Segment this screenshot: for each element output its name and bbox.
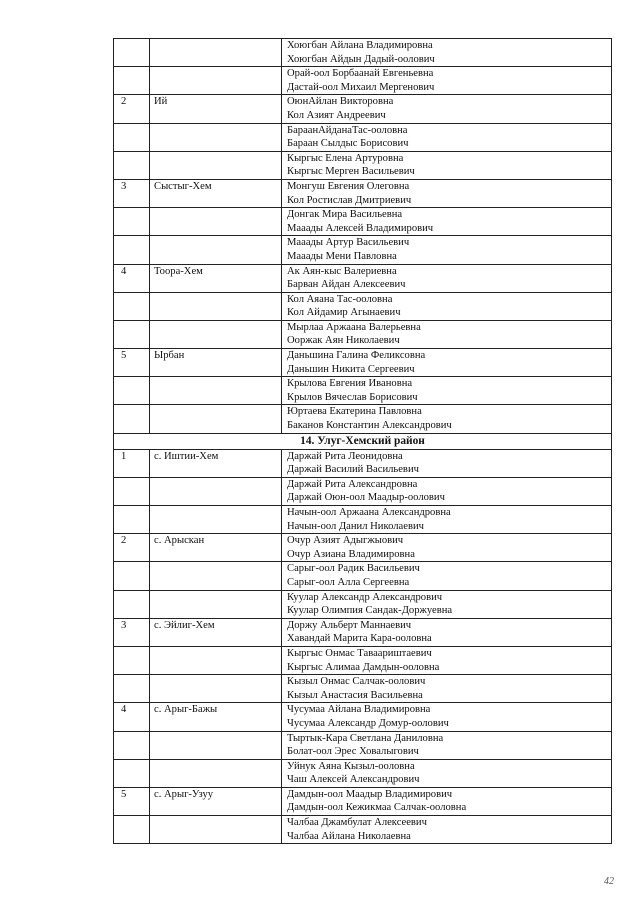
family-names-cell: [282, 477, 612, 505]
table-row: [114, 95, 612, 123]
settlement-cell: [150, 39, 282, 67]
family-names-cell: [282, 787, 612, 815]
person-name: Уйнук Аяна Кызыл-ооловна: [287, 760, 415, 772]
row-number-cell: [114, 67, 150, 95]
table-row: [114, 449, 612, 477]
person-name: Кыргыс Елена Артуровна: [287, 152, 404, 164]
person-name: Дамдын-оол Кежикмаа Салчак-ооловна: [287, 802, 467, 814]
family-names-cell: [282, 816, 612, 844]
row-number-cell: [114, 292, 150, 320]
row-number-cell: 3: [114, 179, 150, 207]
row-number-cell: [114, 506, 150, 534]
table-row: [114, 787, 612, 815]
table-row: [114, 292, 612, 320]
table-row: [114, 67, 612, 95]
person-name: Монгуш Евгения Олеговна: [287, 180, 410, 192]
person-name: Ооржак Аян Николаевич: [287, 335, 400, 347]
person-name: Донгак Мира Васильевна: [287, 209, 403, 221]
table-row: [114, 123, 612, 151]
person-name: Даржай Оюн-оол Маадыр-оолович: [287, 492, 445, 504]
person-name: Дастай-оол Михаил Мергенович: [287, 81, 435, 93]
settlement-cell: Ий: [150, 95, 282, 123]
table-row: [114, 477, 612, 505]
row-number-cell: [114, 236, 150, 264]
family-names-cell: [282, 349, 612, 377]
person-name: Куулар Олимпия Сандак-Доржуевна: [287, 605, 453, 617]
table-row: [114, 675, 612, 703]
settlement-cell: [150, 151, 282, 179]
family-names-cell: [282, 39, 612, 67]
table-row: [114, 320, 612, 348]
person-name: Сарыг-оол Алла Сергеевна: [287, 576, 410, 588]
settlement-cell: [150, 320, 282, 348]
person-name: Крылов Вячеслав Борисович: [287, 391, 418, 403]
district-heading: 14. Улуг-Хемский район: [114, 433, 612, 449]
table-row: [114, 349, 612, 377]
family-names-cell: [282, 208, 612, 236]
person-name: Дамдын-оол Маадыр Владимирович: [287, 788, 453, 800]
settlement-cell: [150, 816, 282, 844]
person-name: Кол Ростислав Дмитриевич: [287, 194, 412, 206]
table-row: [114, 562, 612, 590]
settlement-cell: [150, 292, 282, 320]
row-number-cell: [114, 816, 150, 844]
settlement-cell: [150, 67, 282, 95]
person-name: Даньшина Галина Феликсовна: [287, 350, 426, 362]
settlement-cell: Сыстыг-Хем: [150, 179, 282, 207]
family-names-cell: [282, 377, 612, 405]
row-number-cell: [114, 675, 150, 703]
person-name: Тыртык-Кара Светлана Даниловна: [287, 732, 444, 744]
person-name: Хоюгбан Айдын Дадый-оолович: [287, 53, 435, 65]
person-name: Кол Аяана Тас-ооловна: [287, 293, 393, 305]
family-names-cell: [282, 236, 612, 264]
person-name: Мырлаа Аржаана Валерьевна: [287, 321, 421, 333]
row-number-cell: [114, 731, 150, 759]
row-number-cell: [114, 646, 150, 674]
settlement-cell: [150, 675, 282, 703]
person-name: Болат-оол Эрес Ховалыгович: [287, 746, 419, 758]
person-name: Кызыл Анастасия Васильевна: [287, 689, 423, 701]
person-name: Хавандай Марита Кара-ооловна: [287, 633, 432, 645]
row-number-cell: [114, 405, 150, 433]
family-names-cell: [282, 67, 612, 95]
person-name: Куулар Александр Александрович: [287, 591, 443, 603]
person-name: Орай-оол Борбаанай Евгеньевна: [287, 68, 434, 80]
settlement-cell: с. Арыг-Узуу: [150, 787, 282, 815]
table-row: [114, 405, 612, 433]
family-names-cell: [282, 675, 612, 703]
settlement-cell: [150, 123, 282, 151]
row-number-cell: 2: [114, 534, 150, 562]
row-number-cell: [114, 759, 150, 787]
person-name: Крылова Евгения Ивановна: [287, 378, 413, 390]
person-name: Кыргыс Онмас Таваариштаевич: [287, 647, 432, 659]
row-number-cell: [114, 562, 150, 590]
family-names-cell: [282, 562, 612, 590]
settlement-cell: с. Арыскан: [150, 534, 282, 562]
person-name: Ак Аян-кыс Валериевна: [287, 265, 397, 277]
table-row: [114, 506, 612, 534]
person-name: Даржай Василий Васильевич: [287, 464, 419, 476]
table-row: [114, 646, 612, 674]
family-names-cell: [282, 534, 612, 562]
settlement-cell: с. Иштии-Хем: [150, 449, 282, 477]
settlement-cell: [150, 759, 282, 787]
family-names-cell: [282, 590, 612, 618]
row-number-cell: [114, 123, 150, 151]
person-name: Кыргыс Мерген Васильевич: [287, 166, 415, 178]
family-names-cell: [282, 506, 612, 534]
settlement-cell: [150, 562, 282, 590]
table-row: [114, 590, 612, 618]
family-names-cell: [282, 759, 612, 787]
row-number-cell: 3: [114, 618, 150, 646]
settlement-cell: [150, 646, 282, 674]
row-number-cell: 4: [114, 703, 150, 731]
family-names-cell: [282, 320, 612, 348]
person-name: Начын-оол Аржаана Александровна: [287, 507, 451, 518]
person-name: Чалбаа Айлана Николаевна: [287, 830, 411, 842]
table-row: [114, 236, 612, 264]
person-name: Даржай Рита Александровна: [287, 478, 418, 490]
person-name: Юртаева Екатерина Павловна: [287, 406, 422, 418]
table-row: [114, 534, 612, 562]
family-names-cell: [282, 646, 612, 674]
settlement-cell: [150, 590, 282, 618]
person-name: Сарыг-оол Радик Васильевич: [287, 563, 420, 575]
person-name: Кол Айдамир Агынаевич: [287, 307, 401, 319]
table-row: [114, 208, 612, 236]
settlement-cell: с. Арыг-Бажы: [150, 703, 282, 731]
family-names-cell: [282, 703, 612, 731]
person-name: ОюнАйлан Викторовна: [287, 96, 394, 108]
settlement-cell: [150, 731, 282, 759]
family-names-cell: [282, 151, 612, 179]
page-number: 42: [604, 876, 614, 887]
person-name: БараанАйданаТас-ооловна: [287, 124, 408, 136]
table-row: [114, 731, 612, 759]
person-name: Барван Айдан Алексеевич: [287, 279, 406, 291]
row-number-cell: 5: [114, 349, 150, 377]
person-name: Мааады Алексей Владимирович: [287, 222, 434, 234]
person-name: Даньшин Никита Сергеевич: [287, 363, 415, 375]
household-list-table: [113, 38, 612, 844]
table-row: [114, 759, 612, 787]
person-name: Даржай Рита Леонидовна: [287, 450, 403, 462]
settlement-cell: [150, 377, 282, 405]
row-number-cell: 4: [114, 264, 150, 292]
settlement-cell: Ырбан: [150, 349, 282, 377]
family-names-cell: [282, 179, 612, 207]
table-row: [114, 377, 612, 405]
settlement-cell: [150, 506, 282, 534]
table-row: [114, 179, 612, 207]
person-name: Бараан Сылдыс Борисович: [287, 138, 409, 150]
settlement-cell: [150, 477, 282, 505]
table-row: [114, 151, 612, 179]
person-name: Чалбаа Джамбулат Алексеевич: [287, 817, 427, 829]
row-number-cell: [114, 208, 150, 236]
settlement-cell: [150, 236, 282, 264]
row-number-cell: 1: [114, 449, 150, 477]
row-number-cell: [114, 590, 150, 618]
table-row: [114, 618, 612, 646]
person-name: Мааады Артур Васильевич: [287, 237, 410, 249]
table-row: [114, 39, 612, 67]
family-names-cell: [282, 618, 612, 646]
row-number-cell: 5: [114, 787, 150, 815]
row-number-cell: [114, 320, 150, 348]
family-names-cell: [282, 405, 612, 433]
family-names-cell: [282, 449, 612, 477]
family-names-cell: [282, 123, 612, 151]
person-name: Чусумаа Александр Домур-оолович: [287, 717, 449, 729]
person-name: Хоюгбан Айлана Владимировна: [287, 40, 433, 51]
row-number-cell: [114, 151, 150, 179]
table-body: [114, 39, 612, 844]
person-name: Очур Азиана Владимировна: [287, 548, 415, 560]
settlement-cell: [150, 405, 282, 433]
table-row: [114, 264, 612, 292]
table-row: [114, 816, 612, 844]
district-section-row: [114, 433, 612, 449]
person-name: Чусумаа Айлана Владимировна: [287, 704, 431, 716]
person-name: Мааады Мени Павловна: [287, 250, 397, 262]
family-names-cell: [282, 731, 612, 759]
person-name: Начын-оол Данил Николаевич: [287, 520, 424, 532]
family-names-cell: [282, 95, 612, 123]
person-name: Кол Азият Андреевич: [287, 109, 386, 121]
row-number-cell: [114, 377, 150, 405]
person-name: Кызыл Онмас Салчак-оолович: [287, 676, 426, 688]
person-name: Кыргыс Алимаа Дамдын-ооловна: [287, 661, 440, 673]
settlement-cell: [150, 208, 282, 236]
family-names-cell: [282, 264, 612, 292]
person-name: Очур Азият Адыгжыович: [287, 535, 404, 547]
settlement-cell: Тоора-Хем: [150, 264, 282, 292]
person-name: Доржу Альберт Маннаевич: [287, 619, 412, 631]
row-number-cell: [114, 39, 150, 67]
table-row: [114, 703, 612, 731]
row-number-cell: [114, 477, 150, 505]
person-name: Баканов Константин Александрович: [287, 420, 452, 432]
person-name: Чаш Алексей Александрович: [287, 774, 420, 786]
family-names-cell: [282, 292, 612, 320]
settlement-cell: с. Эйлиг-Хем: [150, 618, 282, 646]
row-number-cell: 2: [114, 95, 150, 123]
